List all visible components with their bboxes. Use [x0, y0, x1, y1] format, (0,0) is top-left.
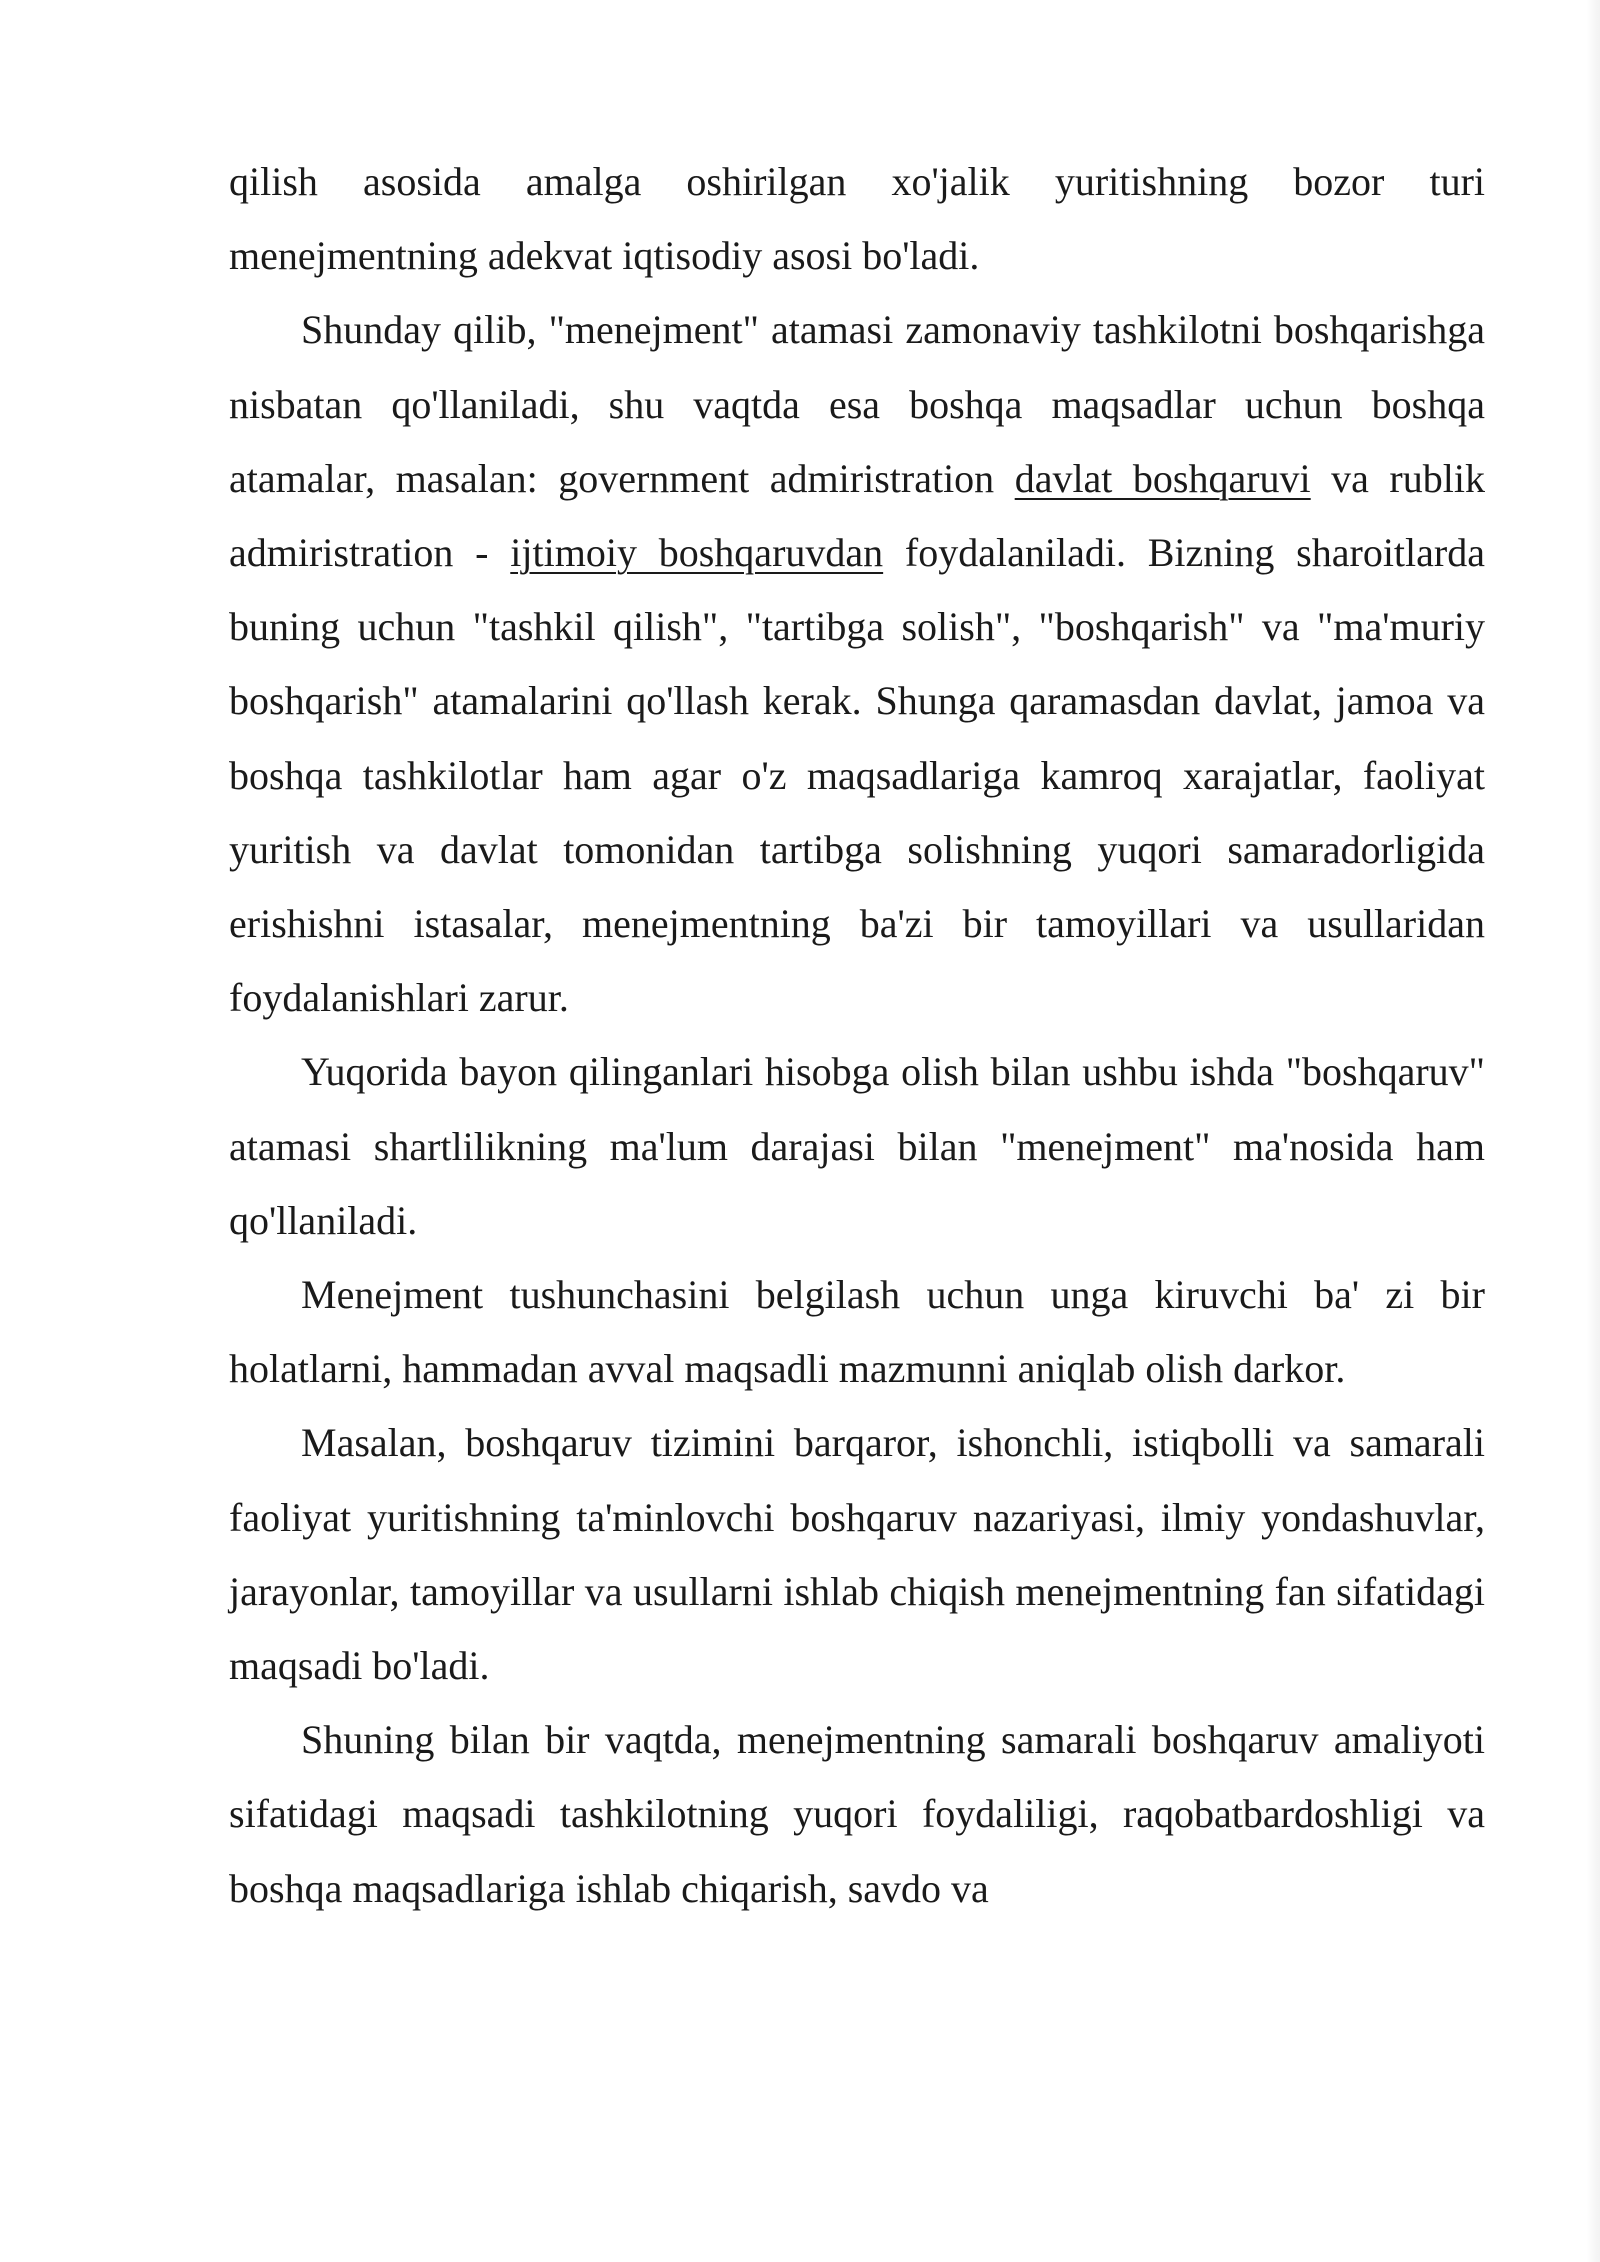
paragraph-text: Shunday qilib, "menejment" atamasi zamonaviy tashkilotni boshqarishga nisbatan qo'llaniladi, shu vaqtda esa boshqa maqsadlar uchun boshqa atamalar, masalan: government admiristration: [229, 307, 1485, 501]
paragraph-menejment-term: [229, 293, 1485, 1035]
document-body: [229, 145, 1485, 1926]
paragraph-practice: Shuning bilan bir vaqtda, menejmentning samarali boshqaruv amaliyoti sifatidagi maqsadi tashkilotning yuqori foydaliligi, raqobatbardoshligi va boshqa maqsadlariga ishlab chiqarish, savdo va: [229, 1717, 1485, 1911]
paragraph-continuation: qilish asosida amalga oshirilgan xo'jalik yuritishning bozor turi menejmentning adekvat iqtisodiy asosi bo'ladi.: [229, 159, 1485, 279]
page-edge-shadow: [1586, 0, 1600, 2262]
paragraph-definition: Menejment tushunchasini belgilash uchun unga kiruvchi ba' zi bir holatlarni, hammadan avval maqsadli mazmunni aniqlab olish darkor.: [229, 1272, 1485, 1392]
paragraph-boshqaruv-term: Yuqorida bayon qilinganlari hisobga olish bilan ushbu ishda "boshqaruv" atamasi shartlilikning ma'lum darajasi bilan "menejment" ma'nosida ham qo'llaniladi.: [229, 1049, 1485, 1243]
paragraph-text: va rublik admiristration -: [229, 455, 1485, 576]
paragraph-text: foydalaniladi. Bizning sharoitlarda buning uchun "tashkil qilish", "tartibga solish", "boshqarish" va "ma'muriy boshqarish" atamalarini qo'llash kerak. Shunga qaramasdan davlat, jamoa va boshqa tashkilotlar ham agar o'z maqsadlariga kamroq xarajatlar, faoliyat yuritish va davlat tomonidan tartibga solishning yuqori samaradorligida erishishni istasalar, menejmentning ba'zi bir tamoyillari va usullaridan foydalanishlari zarur.: [229, 530, 1485, 1021]
paragraph-example: Masalan, boshqaruv tizimini barqaror, ishonchli, istiqbolli va samarali faoliyat yuritishning ta'minlovchi boshqaruv nazariyasi, ilmiy yondashuvlar, jarayonlar, tamoyillar va usullarni ishlab chiqish menejmentning fan sifatidagi maqsadi bo'ladi.: [229, 1420, 1485, 1689]
underlined-term-ijtimoiy-boshqaruvdan: ijtimoiy boshqaruvdan: [510, 530, 884, 576]
underlined-term-davlat-boshqaruvi: davlat boshqaruvi: [1014, 455, 1311, 501]
